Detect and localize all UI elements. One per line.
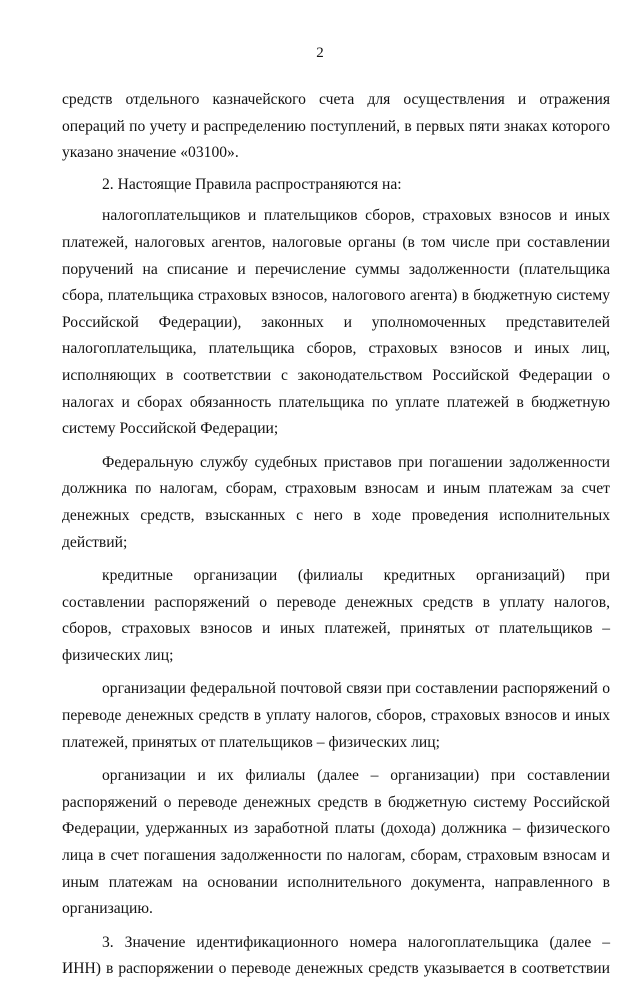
paragraph-credit-organizations: кредитные организации (филиалы кредитных организаций) при составлении распоряжений о переводе денежных средств в уплату налогов, сборов, страховых взносов и иных платежей, принятых от плательщиков – физических лиц; (62, 567, 610, 664)
paragraph-item-2: 2. Настоящие Правила распространяются на: (102, 175, 402, 193)
document-body (62, 87, 610, 983)
paragraph-bailiffs: Федеральную службу судебных приставов при погашении задолженности должника по налогам, сборам, страховым взносам и иным платежам за счет денежных средств, взысканных с него в ходе проведения исполнительных действий; (62, 453, 610, 551)
paragraph-organizations: организации и их филиалы (далее – организации) при составлении распоряжений о переводе денежных средств в бюджетную систему Российской Федерации, удержанных из заработной платы (дохода) должника – физического лица в счет погашения задолженности по налогам, сборам, страховым взносам и иным платежам на основании исполнительного документа, направленного в организацию. (62, 767, 610, 918)
paragraph-taxpayers: налогоплательщиков и плательщиков сборов, страховых взносов и иных платежей, налоговых агентов, налоговые органы (в том числе при составлении поручений на списание и перечисление суммы задолженности (плательщика сбора, плательщика страховых взносов, налогового агента) в бюджетную систему Российской Федерации), законных и уполномоченных представителей налогоплательщика, плательщика сборов, страховых взносов и иных лиц, исполняющих в соответствии с законодательством Российской Федерации о налогах и сборах обязанность плательщика по уплате платежей в бюджетную систему Российской Федерации; (62, 207, 610, 438)
paragraph-item-3: 3. Значение идентификационного номера налогоплательщика (далее – ИНН) в распоряжении о переводе денежных средств указывается в соответствии (62, 933, 610, 978)
paragraph-postal-organizations: организации федеральной почтовой связи при составлении распоряжений о переводе денежных средств в уплату налогов, сборов, страховых взносов и иных платежей, принятых от плательщиков – физических лиц; (62, 680, 610, 751)
page-number: 2 (316, 45, 324, 61)
paragraph-continuation: средств отдельного казначейского счета для осуществления и отражения операций по учету и распределению поступлений, в первых пяти знаках которого указано значение «03100». (62, 91, 610, 162)
